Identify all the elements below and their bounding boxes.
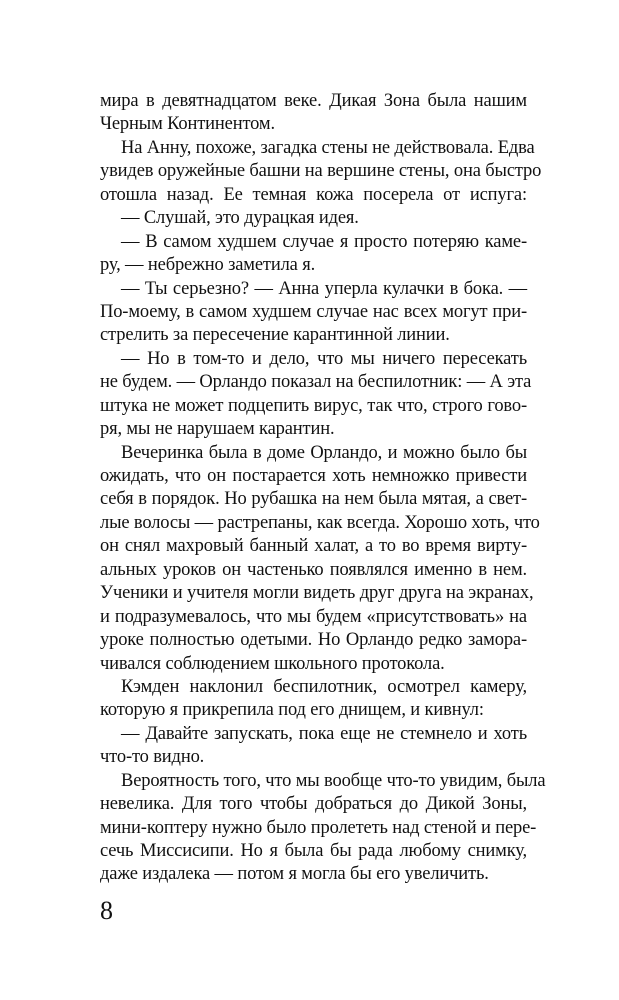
text-line: Ученики и учителя могли видеть друг друга на экранах, — [100, 583, 534, 604]
text-line: не будем. — Орландо показал на беспилотник: — А эта — [100, 372, 532, 393]
text-line: Черным Континентом. — [100, 114, 275, 135]
text-line: он снял махровый банный халат, а то во время вирту- — [100, 536, 527, 557]
text-line: ру, — небрежно заметила я. — [100, 255, 316, 276]
text-line: По-моему, в самом худшем случае нас всех могут при- — [100, 301, 527, 322]
text-line: невелика. Для того чтобы добраться до Дикой Зоны, — [100, 794, 527, 815]
text-line: — Ты серьезно? — Анна уперла кулачки в бока. — — [121, 278, 527, 299]
text-line: — В самом худшем случае я просто потеряю каме- — [121, 231, 527, 252]
body-text — [100, 90, 546, 887]
text-line: чивался соблюдением школьного протокола. — [100, 653, 445, 674]
text-line: и подразумевалось, что мы будем «присутствовать» на — [100, 606, 527, 627]
text-line: даже издалека — потом я могла бы его увеличить. — [100, 864, 489, 885]
text-line: ря, мы не нарушаем карантин. — [100, 419, 335, 440]
text-line: ожидать, что он постарается хоть немножко привести — [100, 466, 527, 486]
text-line: Вероятность того, что мы вообще что-то увидим, была — [121, 770, 546, 791]
text-line: — Давайте запускать, пока еще не стемнело и хоть — [121, 723, 527, 744]
text-line: стрелить за пересечение карантинной линии. — [100, 325, 450, 346]
text-line: которую я прикрепила под его днищем, и кивнул: — [100, 700, 484, 721]
text-line: штука не может подцепить вирус, так что, строго гово- — [100, 395, 527, 416]
text-line: На Анну, похоже, загадка стены не действовала. Едва — [121, 137, 535, 158]
text-line: мини-коптеру нужно было пролететь над стеной и пере- — [100, 817, 537, 838]
text-line: Вечеринка была в доме Орландо, и можно было бы — [121, 442, 527, 463]
text-line: отошла назад. Ее темная кожа посерела от испуга: — [100, 184, 527, 205]
text-line: уроке полностью одетыми. Но Орландо редко замора- — [100, 630, 527, 651]
text-line: что-то видно. — [100, 747, 205, 768]
text-line: увидев оружейные башни на вершине стены, она быстро — [100, 161, 542, 182]
text-line: Кэмден наклонил беспилотник, осмотрел камеру, — [121, 676, 527, 697]
text-line: лые волосы — растрепаны, как всегда. Хорошо хоть, что — [100, 512, 540, 533]
page-number: 8 — [100, 896, 113, 925]
text-line: — Слушай, это дурацкая идея. — [121, 208, 359, 229]
text-line: сечь Миссисипи. Но я была бы рада любому снимку, — [100, 841, 527, 861]
text-line: себя в порядок. Но рубашка на нем была мятая, а свет- — [100, 489, 527, 510]
text-line: альных уроков он частенько появлялся именно в нем. — [100, 559, 527, 580]
text-line: мира в девятнадцатом веке. Дикая Зона была нашим — [100, 91, 527, 111]
text-line: — Но в том-то и дело, что мы ничего пересекать — [121, 348, 527, 369]
